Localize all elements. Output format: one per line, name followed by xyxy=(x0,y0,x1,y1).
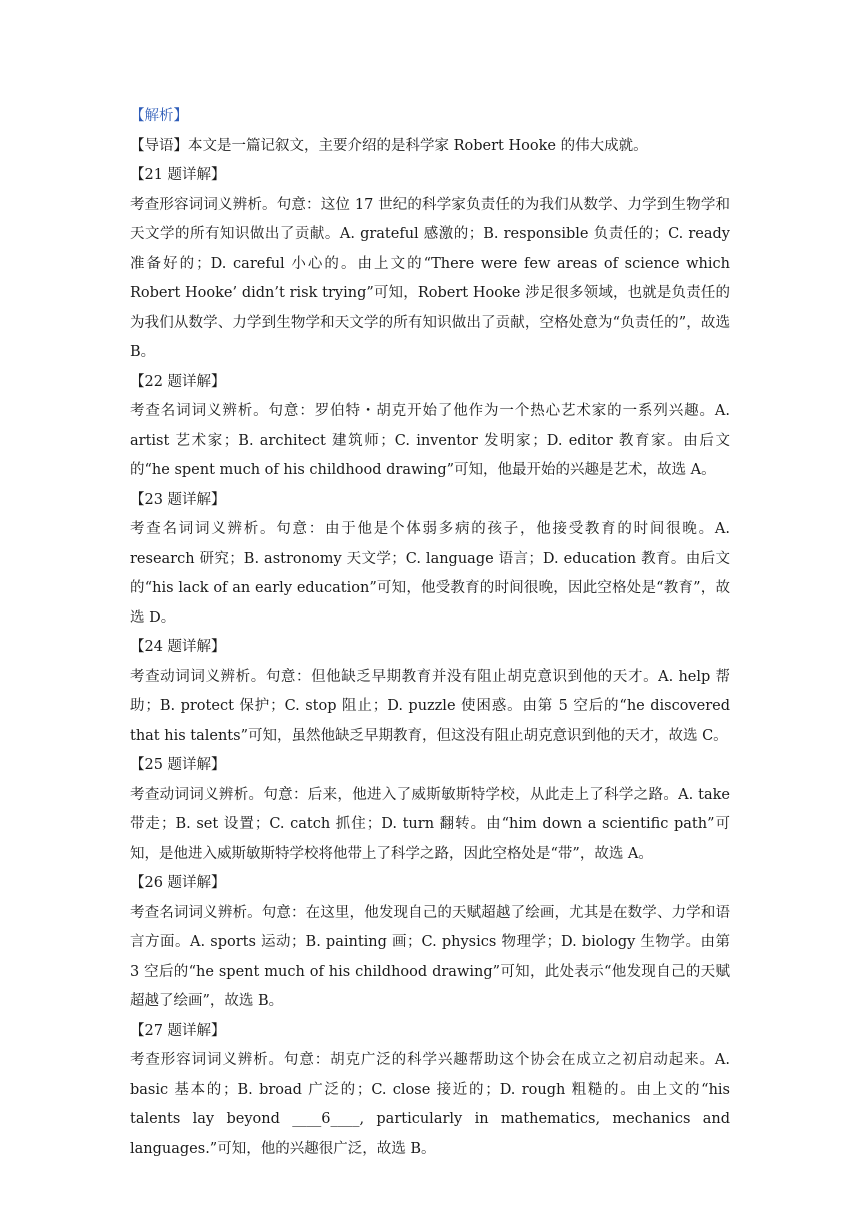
section-title-21: 【21 题详解】 xyxy=(130,167,226,183)
section-title-26: 【26 题详解】 xyxy=(130,875,226,891)
document-page xyxy=(130,102,730,1164)
section-title-23: 【23 题详解】 xyxy=(130,491,226,508)
intro-paragraph: 【导语】本文是一篇记叙文，主要介绍的是科学家 Robert Hooke 的伟大成就。 xyxy=(130,137,648,154)
section-body-23: 考查名词词义辨析。句意：由于他是个体弱多病的孩子，他接受教育的时间很晚。A. research 研究；B. astronomy 天文学；C. language 语言；D. education 教育。由后文的“his lack of an early education”可知，他受教育的时间很晚，因此空格处是“教育”，故选 D。 xyxy=(130,521,730,626)
section-body-27: 考查形容词词义辨析。句意：胡克广泛的科学兴趣帮助这个协会在成立之初启动起来。A. basic 基本的；B. broad 广泛的；C. close 接近的；D. rough 粗糙的。由上文的“his talents lay beyond ____6____, particularly in mathematics, mechanics and languages.”可知，他的兴趣很广泛，故选 B。 xyxy=(130,1052,730,1157)
section-title-22: 【22 题详解】 xyxy=(130,373,226,390)
section-title-24: 【24 题详解】 xyxy=(130,639,226,655)
section-title-27: 【27 题详解】 xyxy=(130,1022,226,1039)
section-body-24: 考查动词词义辨析。句意：但他缺乏早期教育并没有阻止胡克意识到他的天才。A. help 帮助；B. protect 保护；C. stop 阻止；D. puzzle 使困惑。由第 5 空后的“he discovered that his talents”可知，虽然他缺乏早期教育，但这没有阻止胡克意识到他的天才，故选 C。 xyxy=(130,668,730,744)
section-title-25: 【25 题详解】 xyxy=(130,757,226,773)
section-body-25: 考查动词词义辨析。句意：后来，他进入了威斯敏斯特学校，从此走上了科学之路。A. take 带走；B. set 设置；C. catch 抓住；D. turn 翻转。由“him down a scientific path”可知，是他进入威斯敏斯特学校将他带上了科学之路，因此空格处是“带”，故选 A。 xyxy=(130,786,730,862)
section-body-21: 考查形容词词义辨析。句意：这位 17 世纪的科学家负责任的为我们从数学、力学到生物学和天文学的所有知识做出了贡献。A. grateful 感激的；B. responsible 负责任的；C. ready 准备好的；D. careful 小心的。由上文的“There were few areas of science which Robert Hooke’ didn’t risk trying”可知，Robert Hooke 涉足很多领域，也就是负责任的为我们从数学、力学到生物学和天文学的所有知识做出了贡献，空格处意为“负责任的”，故选 B。 xyxy=(130,196,730,360)
analysis-heading: 【解析】 xyxy=(130,108,188,124)
section-body-22: 考查名词词义辨析。句意：罗伯特・胡克开始了他作为一个热心艺术家的一系列兴趣。A. artist 艺术家；B. architect 建筑师；C. inventor 发明家；D. editor 教育家。由后文的“he spent much of his childhood drawing”可知，他最开始的兴趣是艺术，故选 A。 xyxy=(130,403,730,478)
section-body-26: 考查名词词义辨析。句意：在这里，他发现自己的天赋超越了绘画，尤其是在数学、力学和语言方面。A. sports 运动；B. painting 画；C. physics 物理学；D. biology 生物学。由第 3 空后的“he spent much of his childhood drawing”可知，此处表示“他发现自己的天赋超越了绘画”，故选 B。 xyxy=(130,904,730,1009)
